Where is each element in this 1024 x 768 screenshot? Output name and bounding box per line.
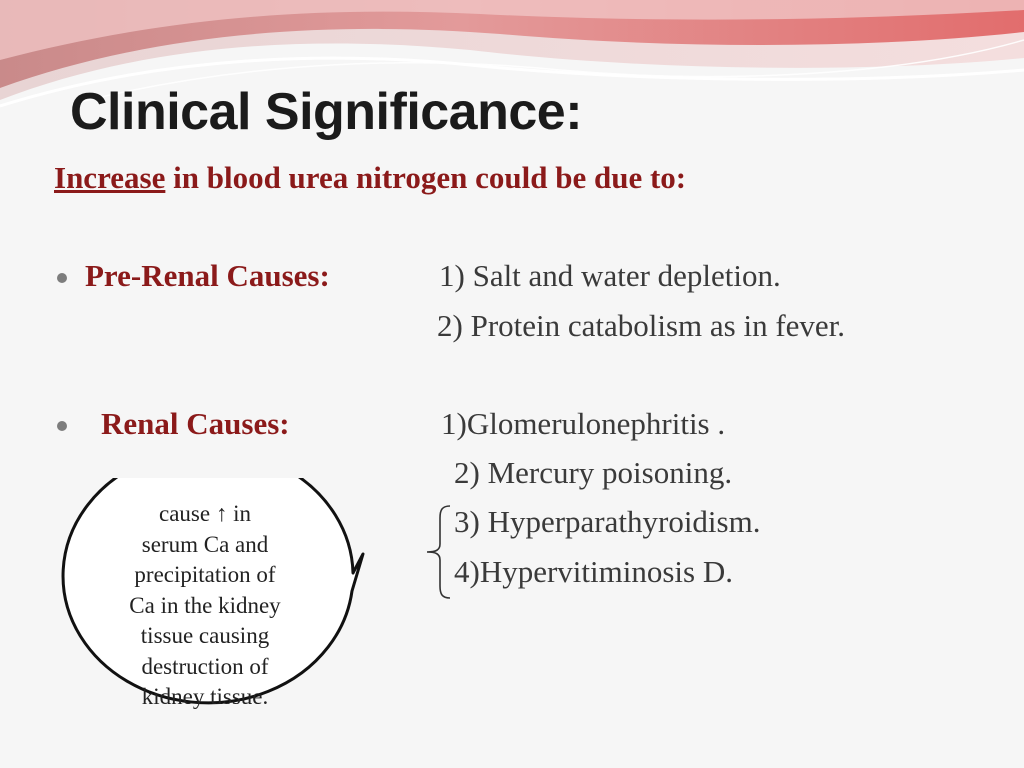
pre-renal-label: Pre-Renal Causes: bbox=[85, 258, 330, 293]
callout-line: kidney tissue. bbox=[141, 684, 269, 709]
renal-item: 2) Mercury poisoning. bbox=[454, 455, 733, 490]
left-brace-icon bbox=[424, 504, 454, 600]
callout-text bbox=[100, 499, 310, 713]
renal-item: 4)Hypervitiminosis D. bbox=[454, 554, 733, 589]
renal-label: Renal Causes: bbox=[101, 406, 290, 441]
callout-line: precipitation of bbox=[134, 562, 276, 587]
callout-line: tissue causing bbox=[140, 623, 270, 648]
subtitle bbox=[54, 160, 686, 196]
renal-item: 3) Hyperparathyroidism. bbox=[454, 504, 761, 539]
pre-renal-item: 1) Salt and water depletion. bbox=[439, 258, 781, 293]
bullet-dot bbox=[57, 421, 67, 431]
bullet-dot bbox=[57, 273, 67, 283]
renal-item: 1)Glomerulonephritis . bbox=[441, 406, 726, 441]
callout-line: Ca in the kidney bbox=[129, 592, 281, 618]
pre-renal-item: 2) Protein catabolism as in fever. bbox=[437, 308, 846, 343]
subtitle-rest: in blood urea nitrogen could be due to: bbox=[165, 160, 687, 195]
subtitle-emphasis: Increase bbox=[54, 160, 166, 195]
page-title: Clinical Significance: bbox=[70, 83, 583, 141]
callout-line: cause ↑ in bbox=[159, 501, 251, 526]
callout-line: serum Ca and bbox=[141, 531, 269, 557]
callout-line: destruction of bbox=[141, 653, 269, 679]
